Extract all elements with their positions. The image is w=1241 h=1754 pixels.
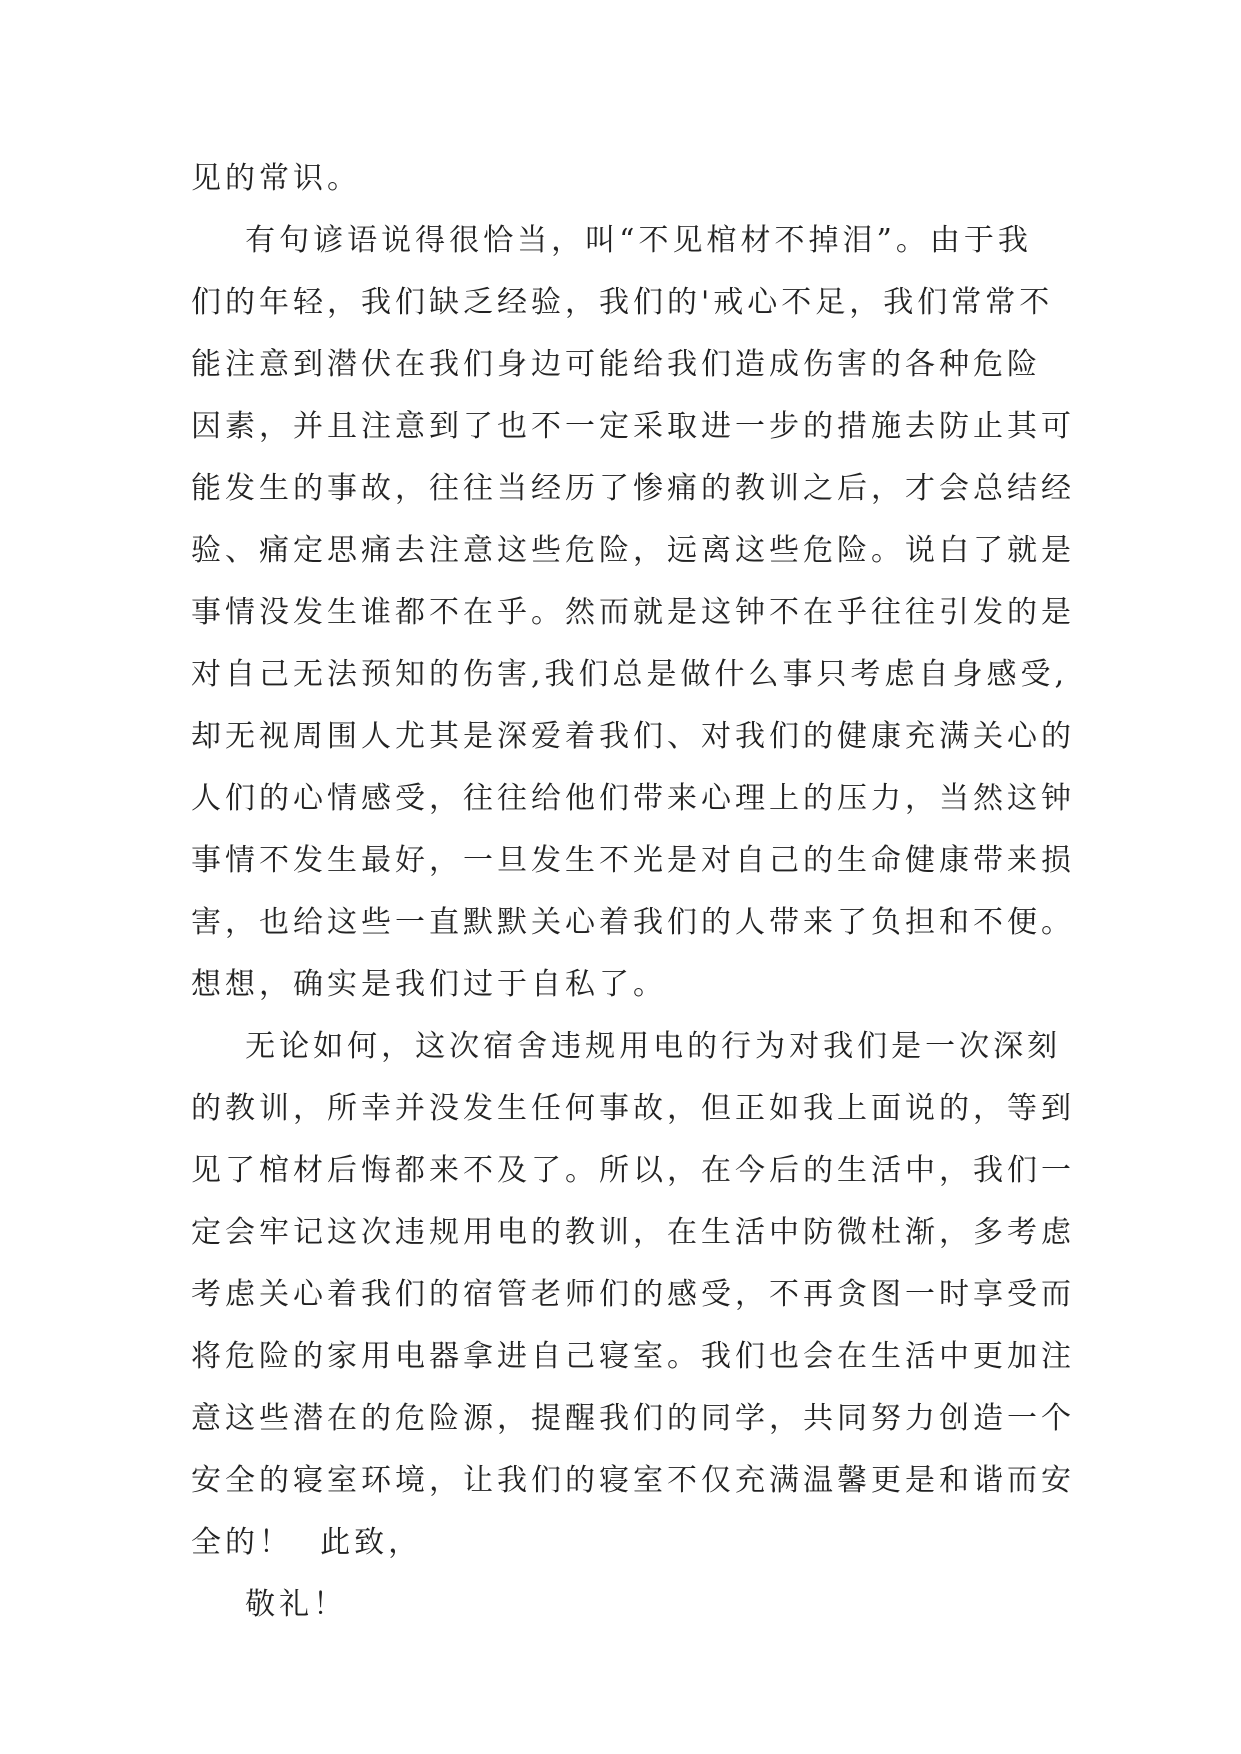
- text-line: 考虑关心着我们的宿管老师们的感受，不再贪图一时享受而: [191, 1277, 1075, 1312]
- text-line: 见的常识。: [191, 161, 361, 196]
- text-line: 的教训，所幸并没发生任何事故，但正如我上面说的，等到: [191, 1091, 1075, 1126]
- text-line: 见了棺材后悔都来不及了。所以，在今后的生活中，我们一: [191, 1153, 1075, 1188]
- text-line: 安全的寝室环境，让我们的寝室不仅充满温馨更是和谐而安: [191, 1463, 1075, 1498]
- text-line: 验、痛定思痛去注意这些危险，远离这些危险。说白了就是: [191, 533, 1075, 568]
- text-line: 人们的心情感受，往往给他们带来心理上的压力，当然这钟: [191, 781, 1075, 816]
- text-line: 事情不发生最好，一旦发生不光是对自己的生命健康带来损: [191, 843, 1075, 878]
- text-line: 将危险的家用电器拿进自己寝室。我们也会在生活中更加注: [191, 1339, 1075, 1374]
- text-line: 事情没发生谁都不在乎。然而就是这钟不在乎往往引发的是: [191, 595, 1075, 630]
- text-line: 因素，并且注意到了也不一定采取进一步的措施去防止其可: [191, 409, 1075, 444]
- text-line: 对自己无法预知的伤害,我们总是做什么事只考虑自身感受,: [191, 657, 1069, 692]
- text-line: 害，也给这些一直默默关心着我们的人带来了负担和不便。: [191, 905, 1075, 940]
- letter-body: [191, 148, 1075, 1636]
- text-line: 能注意到潜伏在我们身边可能给我们造成伤害的各种危险: [191, 347, 1041, 382]
- text-line: 却无视周围人尤其是深爱着我们、对我们的健康充满关心的: [191, 719, 1075, 754]
- text-line: 敬礼！: [191, 1587, 348, 1622]
- text-line: 想想，确实是我们过于自私了。: [191, 967, 667, 1002]
- text-line: 有句谚语说得很恰当，叫“不见棺材不掉泪”。由于我: [191, 223, 1032, 258]
- text-line: 们的年轻，我们缺乏经验，我们的'戒心不足，我们常常不: [191, 285, 1054, 320]
- text-line: 无论如何，这次宿舍违规用电的行为对我们是一次深刻: [191, 1029, 1062, 1064]
- text-line: 定会牢记这次违规用电的教训，在生活中防微杜渐，多考虑: [191, 1215, 1075, 1250]
- text-line: 能发生的事故，往往当经历了惨痛的教训之后，才会总结经: [191, 471, 1075, 506]
- text-line: 全的！ 此致，: [191, 1525, 423, 1560]
- text-line: 意这些潜在的危险源，提醒我们的同学，共同努力创造一个: [191, 1401, 1075, 1436]
